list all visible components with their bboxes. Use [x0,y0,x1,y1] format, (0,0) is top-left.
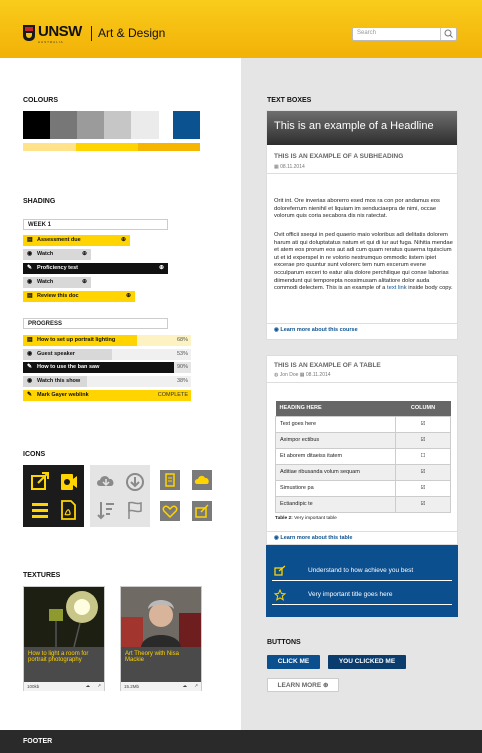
week-row-label: Review this doc [37,293,79,299]
body-paragraph-2 [274,232,454,293]
learn-more-label: Learn more about this course [280,327,358,333]
progress-percent: COMPLETE [157,392,188,398]
header-divider [91,26,92,41]
clicked-button[interactable]: YOU CLICKED ME [328,655,406,669]
divider [267,173,457,174]
list-icon[interactable] [27,497,53,523]
texture-card[interactable] [120,586,202,691]
add-circle-icon[interactable]: ⊕ [158,265,164,271]
faculty-title[interactable]: Art & Design [98,26,166,40]
learn-more-button-label: LEARN MORE [277,682,322,689]
texture-footer [24,682,104,691]
progress-percent: 90% [176,364,188,370]
add-circle-icon[interactable]: ⊕ [120,237,126,243]
table-cell: Text goes here [280,421,317,427]
table-caption-label: Table 2: [275,516,293,521]
section-title-colours: COLOURS [23,97,58,104]
cloud-download-icon[interactable] [93,469,119,495]
colour-bar [76,143,138,151]
learn-more-table-link[interactable] [274,535,352,541]
heart-icon[interactable] [160,501,180,521]
table-row [276,480,451,496]
texture-card[interactable] [23,586,105,691]
document-icon: ▤ [27,293,33,299]
search-icon [441,28,457,40]
checkbox[interactable]: ☑ [396,464,451,480]
progress-row-label: Mark Gayer weblink [37,392,89,398]
external-link-icon [274,565,286,577]
progress-fill[interactable] [23,349,112,360]
site-footer [0,730,482,753]
download-circle-icon[interactable] [122,469,148,495]
table-caption [275,516,337,521]
eye-icon: ◉ [27,279,33,285]
table-cell: Aximpor ectibus [280,437,320,443]
column-header: COLUMN [410,405,436,412]
table-row [276,464,451,480]
texture-caption: Art Theory with Nisa Mackie [121,647,201,682]
text-link[interactable]: text link [386,285,407,292]
date: 08.11.2014 [280,164,305,170]
cloud-download-icon[interactable]: ☁ [182,683,187,688]
section-title-icons: ICONS [23,451,46,458]
colour-bar [23,143,76,151]
eye-icon: ◉ [27,351,33,357]
edit-icon: ✎ [27,392,33,398]
progress-row-label: How to use the ban saw [37,364,100,370]
divider [267,531,457,532]
subheading: THIS IS AN EXAMPLE OF A SUBHEADING [274,153,404,160]
checkbox[interactable]: ☑ [396,480,451,496]
footer-label: FOOTER [23,738,53,745]
author: Jon Doe [279,372,299,378]
week-row[interactable] [23,249,91,260]
user-icon: ◍ [274,372,280,378]
table-cell: Aditiae ribusanda volum sequam [280,469,360,475]
progress-percent: 68% [176,337,188,343]
colour-swatch [159,111,173,139]
colour-swatch [50,111,77,139]
progress-row-label: Guest speaker [37,351,75,357]
table-row [276,448,451,464]
star-icon [274,589,286,601]
eye-icon: ◉ [27,251,33,257]
add-circle-icon[interactable]: ⊕ [81,279,87,285]
section-title-textures: TEXTURES [23,572,61,579]
date-line [274,164,305,170]
checkbox[interactable]: ☑ [396,416,451,432]
share-icon[interactable]: ↗ [194,683,198,688]
cloud-upload-icon[interactable] [192,470,212,490]
body-text: Ovit officii ssequi in ped quaerio maio voloribus adi delitatis dolorem harum ati qui doluptatatus natum et qui di iur aut fuga. Nihitia mendae et atem eos prorum eos aut adi cum quam reratus quaerna tquiscium ut et id experspel in re volorio nestrumquo ommodic iistem ipiet excerae pro quuntur sunt volorerc tem num excerum evene occulparum exceri to eatur alia dolore perchilique qui conse laborias diimendunt qui temporepta nossimusam alitatiore dolor auda commodi delectem. This is an example of a [274,232,453,292]
table-row [276,496,451,512]
table-cell: Ectiandipic te [280,501,313,507]
table-cell: Simustiore pa [280,485,314,491]
colour-swatch [104,111,131,139]
divider [267,382,457,383]
colour-swatch [173,111,200,139]
colour-swatch [131,111,159,139]
flag-icon[interactable] [122,497,148,523]
portrait-image [121,587,201,647]
edit-icon: ✎ [27,364,33,370]
progress-percent: 53% [176,351,188,357]
pdf-icon[interactable] [55,497,81,523]
week-row-label: Watch [37,251,54,257]
plus-circle-icon: ⊕ [323,682,329,689]
table-row [276,416,451,432]
external-link-icon[interactable] [27,469,53,495]
checkbox[interactable]: ☐ [396,448,451,464]
blue-link-box [266,545,458,617]
texture-footer [121,682,201,691]
blue-link-item[interactable] [272,589,452,605]
section-title-text-boxes: TEXT BOXES [267,97,312,104]
week-row[interactable] [23,291,135,302]
table-caption-text: Very important table [292,516,337,521]
document-icon[interactable] [160,470,180,490]
progress-row-label: Watch this show [37,378,81,384]
section-title-shading: SHADING [23,198,56,205]
week-label: WEEK 1 [23,219,168,230]
headline: This is an example of a Headline [267,111,457,145]
table-cell: Et aborem ditaeiss itatem [280,453,343,459]
table-row [276,432,451,448]
colour-swatch [77,111,104,139]
checkbox[interactable]: ☑ [396,432,451,448]
week-row[interactable] [23,263,168,274]
body-paragraph-1: Orit int. Ore inverias aborerro esed mos ra con por andamus eos doloreferrum nienihil et liquiam im senduciaepra de nimi, occae volorum quis coria secabora dis nis ratectat. [274,198,440,220]
progress-fill[interactable] [23,335,137,346]
colour-bar [138,143,200,151]
blue-link-label: Understand to how achieve you best [308,567,414,574]
eye-icon: ◉ [27,378,33,384]
file-size: 15.2Mb [124,684,140,689]
colour-swatch [23,111,50,139]
week-row-label: Proficiency test [37,265,78,271]
document-icon: ▤ [27,337,33,343]
unsw-logo-text[interactable]: UNSW [38,23,82,40]
divider [267,323,457,324]
blue-link-item[interactable] [272,565,452,581]
progress-label: PROGRESS [23,318,168,329]
document-icon: ▤ [27,237,33,243]
add-circle-icon[interactable]: ⊕ [81,251,87,257]
cloud-download-icon[interactable]: ☁ [85,683,90,688]
unsw-crest-icon[interactable] [23,25,35,41]
week-row[interactable] [23,235,130,246]
unsw-logo-subtext: AUSTRALIA [38,40,64,44]
week-row[interactable] [23,277,91,288]
progress-fill[interactable] [23,376,87,387]
body-text-end: inside body copy. [406,285,453,292]
progress-fill[interactable] [23,362,174,373]
search-button[interactable] [440,28,456,40]
column-header: HEADING HERE [279,405,322,412]
arrow-circle-icon: ◉ [274,535,281,541]
week-row-label: Assessment due [37,237,81,243]
edit-icon: ✎ [27,265,33,271]
table-box-card [266,355,458,545]
week-row-label: Watch [37,279,54,285]
calendar-icon: ▦ [274,164,281,170]
data-table [275,401,451,513]
texture-caption: How to light a room for portrait photography [24,647,104,682]
section-title-buttons: BUTTONS [267,639,301,646]
learn-more-button[interactable] [267,678,339,692]
date: 08.11.2014 [305,372,331,378]
progress-row-label: How to set up portrait lighting [37,337,116,343]
arrow-circle-icon: ◉ [274,327,281,333]
byline [274,372,331,378]
share-icon[interactable] [192,501,212,521]
blue-link-label: Very important title goes here [308,591,393,598]
learn-more-course-link[interactable] [274,327,358,333]
add-circle-icon[interactable]: ⊕ [125,293,131,299]
share-icon[interactable]: ↗ [97,683,101,688]
sort-down-icon[interactable] [93,497,119,523]
click-me-button[interactable]: CLICK ME [267,655,320,669]
table-box-title: THIS IS AN EXAMPLE OF A TABLE [274,362,381,369]
progress-percent: 38% [176,378,188,384]
text-box-card [266,110,458,340]
video-icon[interactable] [55,469,81,495]
file-size: 100kb [27,684,40,689]
search-placeholder: Search [357,30,377,36]
learn-more-label: Learn more about this table [280,535,353,541]
calendar-icon: ▦ [298,372,306,378]
checkbox[interactable]: ☑ [396,496,451,512]
studio-lighting-image [24,587,104,647]
